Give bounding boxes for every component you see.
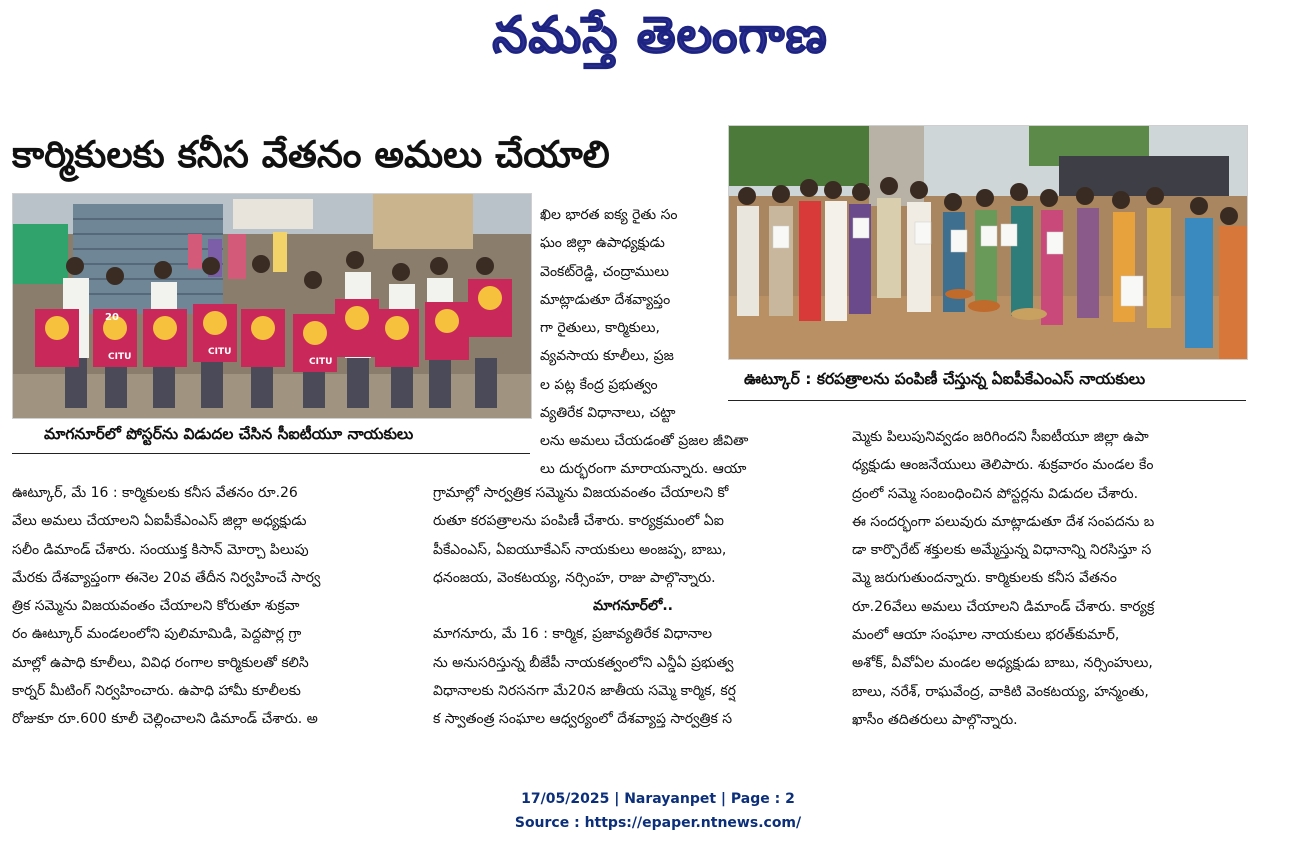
headline: కార్మికులకు కనీస వేతనం అమలు చేయాలి — [12, 133, 610, 176]
photo-right-caption-text: ఊట్కూర్ : కరపత్రాలను పంపిణీ చేస్తున్న ఏఐపీకేఎంఎస్ నాయకులు — [744, 370, 1146, 388]
text-line: మ్మె జరుగుతుందన్నారు. కార్మికులకు కనీస వేతనం — [852, 570, 1117, 587]
text-line: రం ఊట్కూర్ మండలంలోని పులిమామిడి, పెద్దపొర్ల గ్రా — [12, 626, 302, 643]
photo-maganoor-poster-release — [12, 193, 532, 419]
text-line: మాల్లో ఉపాధి కూలీలు, వివిధ రంగాల కార్మికులతో కలిసి — [12, 654, 309, 671]
text-line: ఊట్కూర్, మే 16 : కార్మికులకు కనీస వేతనం రూ.26 — [12, 485, 298, 501]
text-line: సలీం డిమాండ్ చేశారు. సంయుక్త కిసాన్ మోర్చా పిలుపు — [12, 541, 309, 558]
text-line: ఘం జిల్లా ఉపాధ్యక్షుడు — [540, 235, 665, 252]
text-line: త్రిక సమ్మెను విజయవంతం చేయాలని కోరుతూ శుక్రవా — [12, 598, 300, 615]
poster-label: CITU — [309, 357, 333, 367]
text-line: రుతూ కరపత్రాలను పంపిణీ చేశారు. కార్యక్రమంలో ఏఐ — [433, 513, 724, 530]
subhead-maganoor: మాగనూర్‌లో.. — [593, 598, 673, 615]
column-middle-bottom — [433, 479, 833, 734]
text-line: లను అమలు చేయడంతో ప్రజల జీవితా — [540, 433, 749, 449]
text-line: ఖాసీం తదితరులు పాల్గొన్నారు. — [852, 711, 1018, 728]
photo-utkoor-leaflet-distribution — [728, 125, 1248, 360]
text-line: మేరకు దేశవ్యాప్తంగా ఈనెల 20వ తేదీన నిర్వహించే సార్వ — [12, 569, 321, 586]
text-line: మ్మెకు పిలుపునివ్వడం జరిగిందని సీఐటీయూ జిల్లా ఉపా — [852, 429, 1149, 445]
text-line: ఈ సందర్భంగా పలువురు మాట్లాడుతూ దేశ సంపదను బ — [852, 513, 1155, 530]
text-line: అశోక్, వీవోఏల మండల అధ్యక్షుడు బాబు, నర్సింహులు, — [852, 655, 1153, 672]
poster-label: CITU — [208, 347, 232, 357]
text-line: రూ.26వేలు అమలు చేయాలని డిమాండ్ చేశారు. కార్యక్ర — [852, 598, 1155, 615]
column-right — [852, 423, 1258, 734]
footer-source-link[interactable]: Source : https://epaper.ntnews.com/ — [514, 815, 802, 831]
text-line: లు దుర్భరంగా మారాయన్నారు. ఆయా — [540, 461, 747, 478]
column-middle-top — [540, 201, 726, 427]
text-line: వేలు అమలు చేయాలని ఏఐపీకేఎంఎస్ జిల్లా అధ్యక్షుడు — [12, 513, 307, 530]
photo-left-caption-text: మాగనూర్‌లో పోస్టర్‌ను విడుదల చేసిన సీఐటీయూ నాయకులు — [44, 425, 414, 443]
column-left — [12, 479, 420, 734]
text-line: డా కార్పొరేట్ శక్తులకు అమ్మేస్తున్న విధానాన్ని నిరసిస్తూ స — [852, 542, 1152, 559]
text-line: మాగనూరు, మే 16 : కార్మిక, ప్రజావ్యతిరేక విధానాల — [433, 626, 713, 643]
text-line: గా రైతులు, కార్మికులు, — [540, 320, 660, 337]
text-line: ద్రంలో సమ్మె సంబంధించిన పోస్టర్లను విడుదల చేశారు. — [852, 485, 1139, 502]
text-line: ల పట్ల కేంద్ర ప్రభుత్వం — [540, 376, 658, 393]
text-line: రోజుకూ రూ.600 కూలీ చెల్లించాలని డిమాండ్ చేశారు. అ — [12, 711, 318, 728]
text-line: ధనంజయ, వెంకటయ్య, నర్సింహ, రాజు పాల్గొన్నారు. — [433, 569, 716, 586]
text-line: ఖిల భారత ఐక్య రైతు సం — [540, 207, 678, 223]
caption-rule-left — [12, 453, 530, 454]
text-line: వ్యవసాయ కూలీలు, ప్రజ — [540, 348, 674, 365]
text-line: పీకేఎంఎస్, ఏఐయూకేఎస్ నాయకులు అంజప్ప, బాబు, — [433, 541, 727, 558]
column-middle-wide — [540, 427, 840, 484]
text-line: వ్యతిరేక విధానాలు, చట్టా — [540, 405, 676, 422]
text-line: బాలు, నరేశ్, రాఘవేంద్ర, వాకిటి వెంకటయ్య, హన్మంతు, — [852, 683, 1149, 700]
text-line: ను అనుసరిస్తున్న బీజేపీ నాయకత్వంలోని ఎన్డీఏ ప్రభుత్వ — [433, 654, 734, 671]
text-line: క స్వాతంత్ర సంఘాల ఆధ్వర్యంలో దేశవ్యాప్త సార్వత్రిక స — [433, 711, 733, 728]
footer-edition-info: 17/05/2025 | Narayanpet | Page : 2 — [521, 791, 795, 807]
poster-number: 20 — [105, 312, 119, 323]
photo-right-caption — [744, 366, 1145, 396]
text-line: వెంకట్‌రెడ్డి, చంద్రాములు — [540, 263, 670, 280]
caption-rule-right — [728, 400, 1246, 401]
poster-label: CITU — [108, 352, 132, 362]
text-line: ధ్యక్షుడు ఆంజనేయులు తెలిపారు. శుక్రవారం మండల కేం — [852, 457, 1154, 474]
masthead-logo: నమస్తే తెలంగాణ — [492, 5, 828, 64]
text-line: కార్నర్ మీటింగ్ నిర్వహించారు. ఉపాధి హామీ కూలీలకు — [12, 683, 301, 700]
text-line: విధానాలకు నిరసనగా మే20న జాతీయ సమ్మె కార్మిక, కర్ష — [433, 683, 736, 700]
text-line: మాట్లాడుతూ దేశవ్యాప్తం — [540, 291, 671, 308]
photo-left-caption — [44, 421, 413, 451]
text-line: గ్రామాల్లో సార్వత్రిక సమ్మెను విజయవంతం చేయాలని కో — [433, 485, 729, 501]
text-line: మంలో ఆయా సంఘాల నాయకులు భరత్‌కుమార్, — [852, 627, 1120, 644]
